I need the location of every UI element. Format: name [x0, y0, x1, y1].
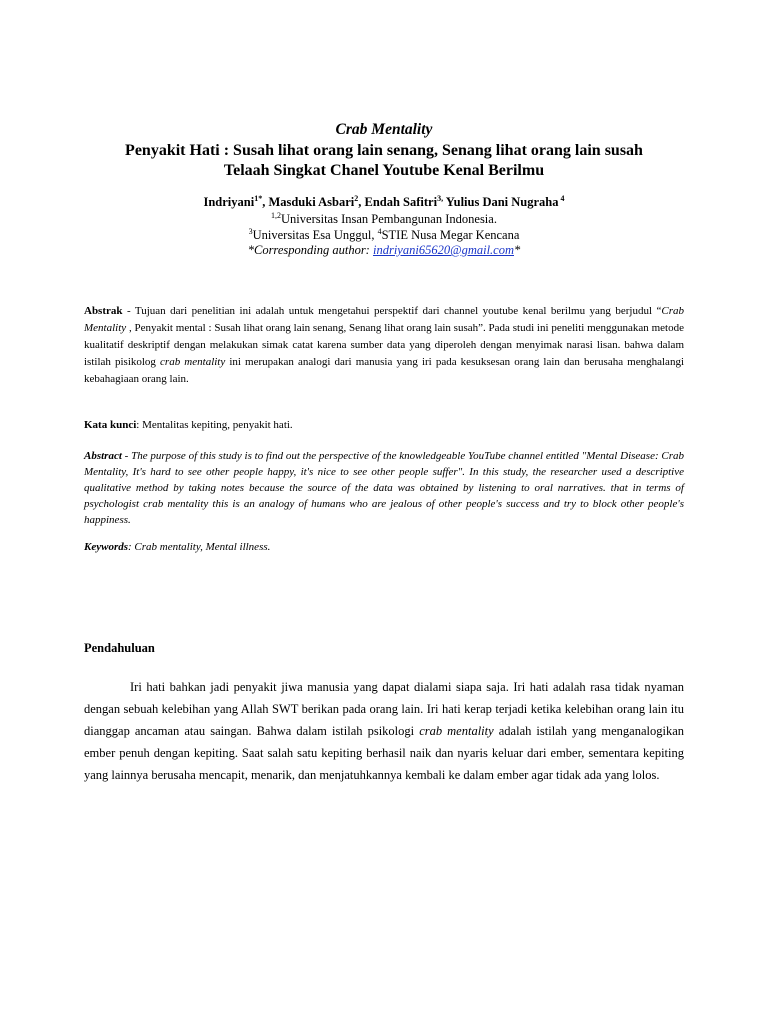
section-paragraph [84, 676, 684, 786]
author-4: Yulius Dani Nugraha [443, 195, 559, 209]
paper-title [60, 141, 708, 181]
author-2-mark: 2 [354, 193, 359, 203]
author-3: , Endah Safitri [358, 195, 438, 209]
author-list [0, 195, 768, 210]
abstract-en-text: - The purpose of this study is to find out the perspective of the knowledgeable YouTube channel entitled "Mental Disease: Crab Mentality, It's hard to see other people happy, it's nice to see other people suffer". In this study, the researcher used a descriptive qualitative method by taking notes because the source of the data was obtained by listening to oral narratives. that in terms of psychologist crab mentality this is an analogy of humans who are jealous of other people's success and try to block other people's happiness. [84, 450, 684, 526]
affiliation-2-mark: 3 [248, 226, 253, 236]
author-3-mark: 3, [437, 193, 444, 203]
section-heading: Pendahuluan [84, 641, 155, 655]
abstract-indonesian [84, 303, 684, 388]
title-line-1: Penyakit Hati : Susah lihat orang lain senang, Senang lihat orang lain susah [125, 142, 643, 159]
author-1: Indriyani [203, 195, 255, 209]
author-4-mark: 4 [558, 193, 565, 203]
corresponding-author [0, 243, 768, 258]
affiliation-3-mark: 4 [377, 226, 382, 236]
paragraph-text-1: Iri hati bahkan jadi penyakit jiwa manusia yang dapat dialami siapa saja. Iri hati adalah rasa tidak nyaman dengan sebuah kelebihan yang Allah SWT berikan pada orang lain. Iri hati kerap terjadi ketika kelebihan orang lain itu dianggap ancaman atau saingan. Bahwa dalam istilah psikologi [84, 680, 684, 738]
paper-short-title: Crab Mentality [335, 121, 433, 138]
paragraph-text-2: adalah istilah yang menganalogikan ember penuh dengan kepiting. Saat salah satu kepiting berhasil naik dan nyaris keluar dari ember, sementara kepiting yang lainnya berusaha mencapit, menarik, dan menjatuhkannya kembali ke dalam ember agar tidak ada yang lolos. [84, 724, 685, 782]
affiliation-1 [0, 212, 768, 227]
abstract-id-italic-1: Crab Mentality [84, 305, 684, 334]
abstract-en-label: Abstract [84, 450, 122, 462]
abstract-id-italic-2: crab mentality [160, 356, 226, 368]
affiliation-2 [0, 228, 768, 243]
corresponding-email-link[interactable]: indriyani65620@gmail.com [372, 243, 514, 257]
author-2: , Masduki Asbari [262, 195, 355, 209]
affiliation-1-text: Universitas Insan Pembangunan Indonesia. [281, 212, 497, 226]
corresponding-label: *Corresponding author: [247, 243, 373, 257]
abstract-english [84, 448, 684, 528]
kata-kunci-label: Kata kunci [84, 419, 137, 431]
kata-kunci-text: : Mentalitas kepiting, penyakit hati. [136, 419, 293, 431]
keywords [84, 541, 270, 553]
corresponding-suffix: * [514, 243, 521, 257]
abstract-id-text-1: - Tujuan dari penelitian ini adalah untuk mengetahui perspektif dari channel youtube kenal berilmu yang berjudul “ [122, 305, 662, 317]
paragraph-italic: crab mentality [419, 724, 494, 738]
kata-kunci [84, 419, 293, 431]
abstract-id-text-3: ini merupakan analogi dari manusia yang iri pada kesuksesan orang lain dan berusaha menghalangi kebahagiaan orang lain. [84, 356, 684, 385]
abstract-id-label: Abstrak [84, 305, 123, 317]
author-1-mark: 1* [254, 193, 263, 203]
affiliation-1-mark: 1,2 [271, 210, 282, 220]
affiliation-3-text: STIE Nusa Megar Kencana [381, 228, 520, 242]
title-line-2: Telaah Singkat Chanel Youtube Kenal Berilmu [223, 162, 545, 179]
abstract-id-text-2: , Penyakit mental : Susah lihat orang lain senang, Senang lihat orang lain susah”. Pada studi ini peneliti menggunakan metode kualitatif deskriptif dengan melakukan simak catat karena sumber data yang diperoleh dengan menyimak narasi lisan. bahwa dalam istilah pisikolog [84, 322, 684, 368]
affiliation-2-text: Universitas Esa Unggul, [252, 228, 378, 242]
keywords-text: : Crab mentality, Mental illness. [128, 541, 271, 553]
keywords-label: Keywords [84, 541, 128, 553]
